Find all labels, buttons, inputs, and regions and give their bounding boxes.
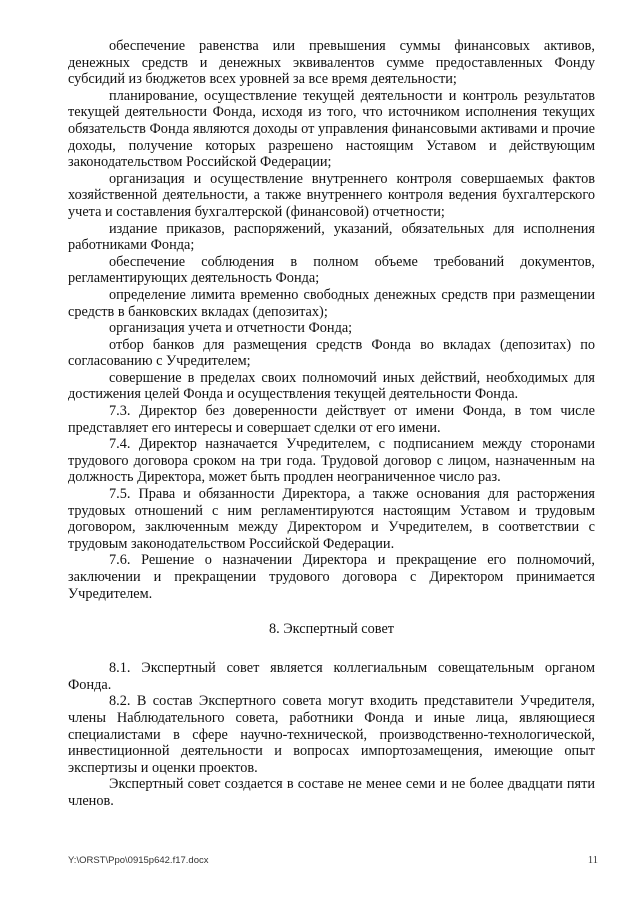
- list-item: издание приказов, распоряжений, указаний, обязательных для исполнения работниками Фонда;: [68, 220, 595, 254]
- list-item: совершение в пределах своих полномочий иных действий, необходимых для достижения целей Фонда и осуществления текущей деятельности Фонда.: [68, 369, 595, 403]
- list-item: отбор банков для размещения средств Фонда во вкладах (депозитах) по согласованию с Учредителем;: [68, 336, 595, 370]
- page-number: 11: [587, 855, 598, 866]
- clause-8-2: 8.2. В состав Экспертного совета могут входить представители Учредителя, члены Наблюдательного совета, работники Фонда и иные лица, являющиеся специалистами в сфере научно-технической, производственно-технологической, инвестиционной деятельности и вопросах импортозамещения, имеющие опыт экспертизы и оценки проектов.: [68, 693, 595, 776]
- section-heading: 8. Экспертный совет: [268, 621, 395, 638]
- document-page: [68, 38, 595, 810]
- list-item: организация и осуществление внутреннего контроля совершаемых фактов хозяйственной деятельности, а также внутреннего контроля ведения бухгалтерского учета и составления бухгалтерской (финансовой) отчетности;: [68, 170, 595, 220]
- list-item: обеспечение соблюдения в полном объеме требований документов, регламентирующих деятельность Фонда;: [68, 253, 595, 287]
- clause-7-4: 7.4. Директор назначается Учредителем, с подписанием между сторонами трудового договора сроком на три года. Трудовой договор с лицом, назначенным на должность Директора, может быть продлен неограниченное число раз.: [68, 436, 595, 486]
- clause-7-3: 7.3. Директор без доверенности действует от имени Фонда, в том числе представляет его интересы и совершает сделки от его имени.: [68, 403, 595, 436]
- footer-file-path: Y:\ORST\Ppo\0915p642.f17.docx: [68, 855, 209, 866]
- clause-7-6: 7.6. Решение о назначении Директора и прекращение его полномочий, заключении и прекращении трудового договора с Директором принимается Учредителем.: [68, 552, 595, 602]
- paragraph: Экспертный совет создается в составе не менее семи и не более двадцати пяти членов.: [68, 776, 595, 809]
- list-item: обеспечение равенства или превышения суммы финансовых активов, денежных средств и денежных эквивалентов сумме предоставленных Фонду субсидий из бюджетов всех уровней за все время деятельности;: [68, 38, 595, 88]
- clause-7-5: 7.5. Права и обязанности Директора, а также основания для расторжения трудовых отношений с ним регламентируются настоящим Уставом и трудовым договором, заключенным между Директором и Учредителем, в соответствии с трудовым законодательством Российской Федерации.: [68, 486, 595, 552]
- list-item: планирование, осуществление текущей деятельности и контроль результатов текущей деятельности Фонда, исходя из того, что источником исполнения текущих обязательств Фонда являются доходы от управления финансовыми активами и прочие доходы, получение которых разрешено настоящим Уставом и действующим законодательством Российской Федерации;: [68, 87, 595, 171]
- list-item: определение лимита временно свободных денежных средств при размещении средств в банковских вкладах (депозитах);: [68, 286, 595, 320]
- clause-8-1: 8.1. Экспертный совет является коллегиальным совещательным органом Фонда.: [68, 660, 595, 693]
- list-item: организация учета и отчетности Фонда;: [109, 320, 353, 337]
